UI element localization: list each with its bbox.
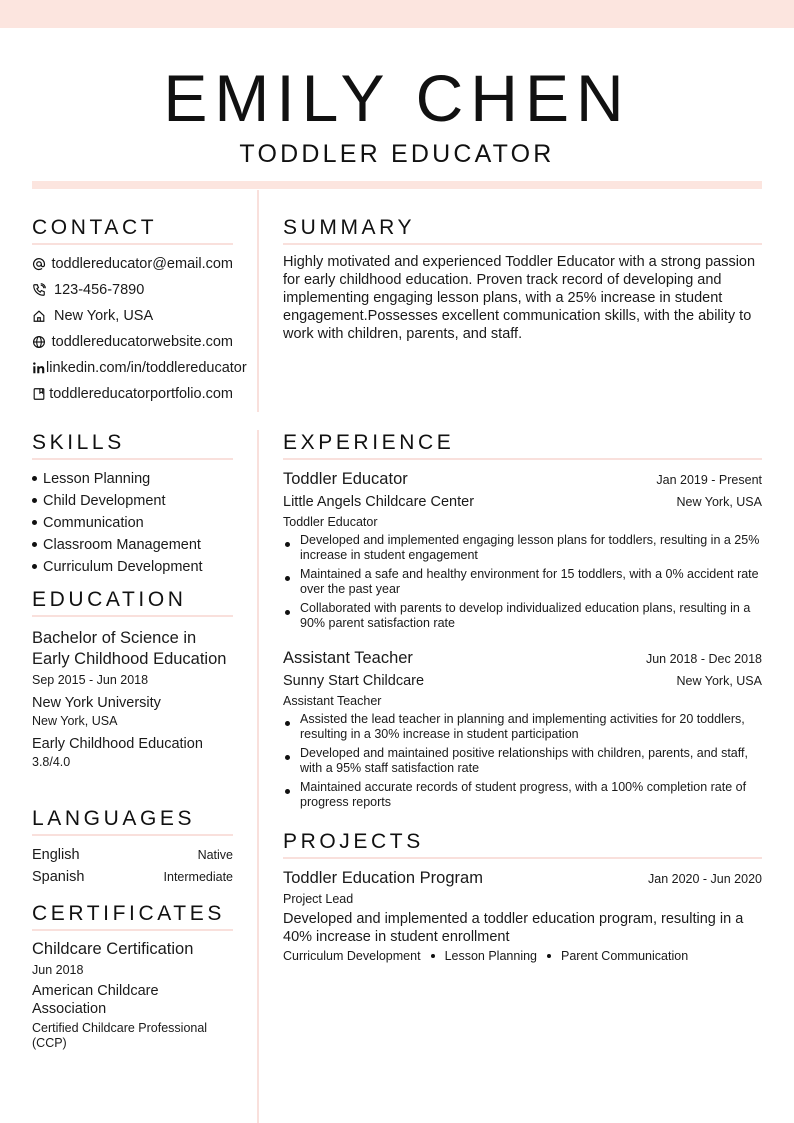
skills-section xyxy=(32,430,233,578)
project-dates: Jan 2020 - Jun 2020 xyxy=(648,872,762,886)
contact-linkedin[interactable] xyxy=(32,355,247,381)
language-name: English xyxy=(32,847,80,863)
contact-portfolio-text: toddlereducatorportfolio.com xyxy=(49,386,233,402)
globe-icon xyxy=(32,335,52,349)
phone-icon xyxy=(32,283,54,297)
project-tag: Parent Communication xyxy=(561,949,689,963)
experience-entry xyxy=(283,468,762,631)
contact-email[interactable] xyxy=(32,251,233,277)
education-school: New York University xyxy=(32,695,161,711)
at-icon xyxy=(32,257,51,271)
education-heading: EDUCATION xyxy=(32,587,233,617)
contact-portfolio[interactable] xyxy=(32,381,233,407)
job-dates: Jun 2018 - Dec 2018 xyxy=(645,652,762,666)
project-name: Toddler Education Program xyxy=(283,869,483,887)
education-field: Early Childhood Education xyxy=(32,736,203,752)
languages-heading: LANGUAGES xyxy=(32,806,233,836)
contact-location-text: New York, USA xyxy=(54,308,154,324)
certificate-name: Childcare Certification xyxy=(32,940,194,958)
language-name: Spanish xyxy=(32,869,85,885)
skill-item: Lesson Planning xyxy=(32,468,233,490)
summary-section xyxy=(283,215,762,343)
language-row xyxy=(32,866,233,888)
contact-location xyxy=(32,303,233,329)
summary-heading: SUMMARY xyxy=(283,215,762,245)
summary-text: Highly motivated and experienced Toddler Educator with a strong passion for early childhood education. Proven track record of developing and implementing engaging lesson plans, with a 25% increase in student engagement.Possesses excellent communication skills, with the ability to work with children, parents, and staff. xyxy=(283,254,756,342)
column-divider-top xyxy=(257,190,259,412)
candidate-title: TODDLER EDUCATOR xyxy=(239,140,555,168)
contact-email-text: toddlereducator@email.com xyxy=(51,256,233,272)
skill-item: Communication xyxy=(32,512,233,534)
job-dates: Jan 2019 - Present xyxy=(656,473,762,487)
job-role: Assistant Teacher xyxy=(283,649,413,667)
tag-separator-dot xyxy=(431,954,435,958)
job-company: Little Angels Childcare Center xyxy=(283,494,475,510)
certificates-section xyxy=(32,901,233,1051)
experience-section xyxy=(283,430,762,826)
job-subtitle: Toddler Educator xyxy=(283,515,378,529)
top-accent-band xyxy=(0,0,794,28)
certificates-heading: CERTIFICATES xyxy=(32,901,233,931)
education-dates: Sep 2015 - Jun 2018 xyxy=(32,673,149,687)
education-section xyxy=(32,587,233,771)
skill-item: Child Development xyxy=(32,490,233,512)
contact-heading: CONTACT xyxy=(32,215,233,245)
contact-section xyxy=(32,215,247,407)
job-bullet: Maintained a safe and healthy environment for 15 toddlers, with a 0% accident rate over the past year xyxy=(283,567,762,597)
resume-header xyxy=(0,62,794,169)
education-degree: Bachelor of Science in Early Childhood Education xyxy=(32,629,227,668)
languages-section xyxy=(32,806,233,888)
contact-linkedin-text: linkedin.com/in/toddlereducator xyxy=(46,360,247,376)
language-level: Native xyxy=(197,848,233,862)
job-company: Sunny Start Childcare xyxy=(283,673,425,689)
language-row xyxy=(32,844,233,866)
projects-section xyxy=(283,829,762,963)
skill-item: Classroom Management xyxy=(32,534,233,556)
contact-website-text: toddlereducatorwebsite.com xyxy=(51,334,233,350)
job-bullet: Assisted the lead teacher in planning and implementing activities for 20 toddlers, resulting in a 30% increase in student participation xyxy=(283,712,762,742)
job-bullet: Collaborated with parents to develop individualized education plans, resulting in a 90% parent satisfaction rate xyxy=(283,601,762,631)
job-bullets xyxy=(283,533,762,631)
home-icon xyxy=(32,309,54,323)
project-tag: Curriculum Development xyxy=(283,949,421,963)
language-level: Intermediate xyxy=(163,870,233,884)
contact-phone[interactable] xyxy=(32,277,233,303)
project-tag: Lesson Planning xyxy=(444,949,537,963)
project-tags xyxy=(283,949,762,963)
experience-heading: EXPERIENCE xyxy=(283,430,762,460)
job-role: Toddler Educator xyxy=(283,470,408,488)
job-bullet: Developed and implemented engaging lesson plans for toddlers, resulting in a 25% increase in student engagement xyxy=(283,533,762,563)
column-divider-bottom xyxy=(257,430,259,1123)
contact-phone-text: 123-456-7890 xyxy=(54,282,145,298)
contact-website[interactable] xyxy=(32,329,233,355)
projects-heading: PROJECTS xyxy=(283,829,762,859)
certificate-detail: Certified Childcare Professional (CCP) xyxy=(32,1021,208,1050)
job-bullet: Maintained accurate records of student progress, with a 100% completion rate of progress reports xyxy=(283,780,762,810)
job-location: New York, USA xyxy=(676,674,762,688)
experience-entry xyxy=(283,647,762,810)
education-gpa: 3.8/4.0 xyxy=(32,755,71,769)
education-location: New York, USA xyxy=(32,714,118,728)
portfolio-icon xyxy=(32,387,49,401)
project-role: Project Lead xyxy=(283,892,354,906)
linkedin-icon xyxy=(32,361,46,375)
skills-heading: SKILLS xyxy=(32,430,233,460)
job-bullet: Developed and maintained positive relationships with children, parents, and staff, with a 95% staff satisfaction rate xyxy=(283,746,762,776)
candidate-name: EMILY CHEN xyxy=(163,61,631,135)
job-bullets xyxy=(283,712,762,810)
job-location: New York, USA xyxy=(676,495,762,509)
skill-item: Curriculum Development xyxy=(32,556,233,578)
header-divider xyxy=(32,181,762,189)
certificate-issuer: American Childcare Association xyxy=(32,983,159,1017)
tag-separator-dot xyxy=(547,954,551,958)
project-description: Developed and implemented a toddler education program, resulting in a 40% increase in student enrollment xyxy=(283,911,744,945)
certificate-date: Jun 2018 xyxy=(32,963,84,977)
job-subtitle: Assistant Teacher xyxy=(283,694,382,708)
